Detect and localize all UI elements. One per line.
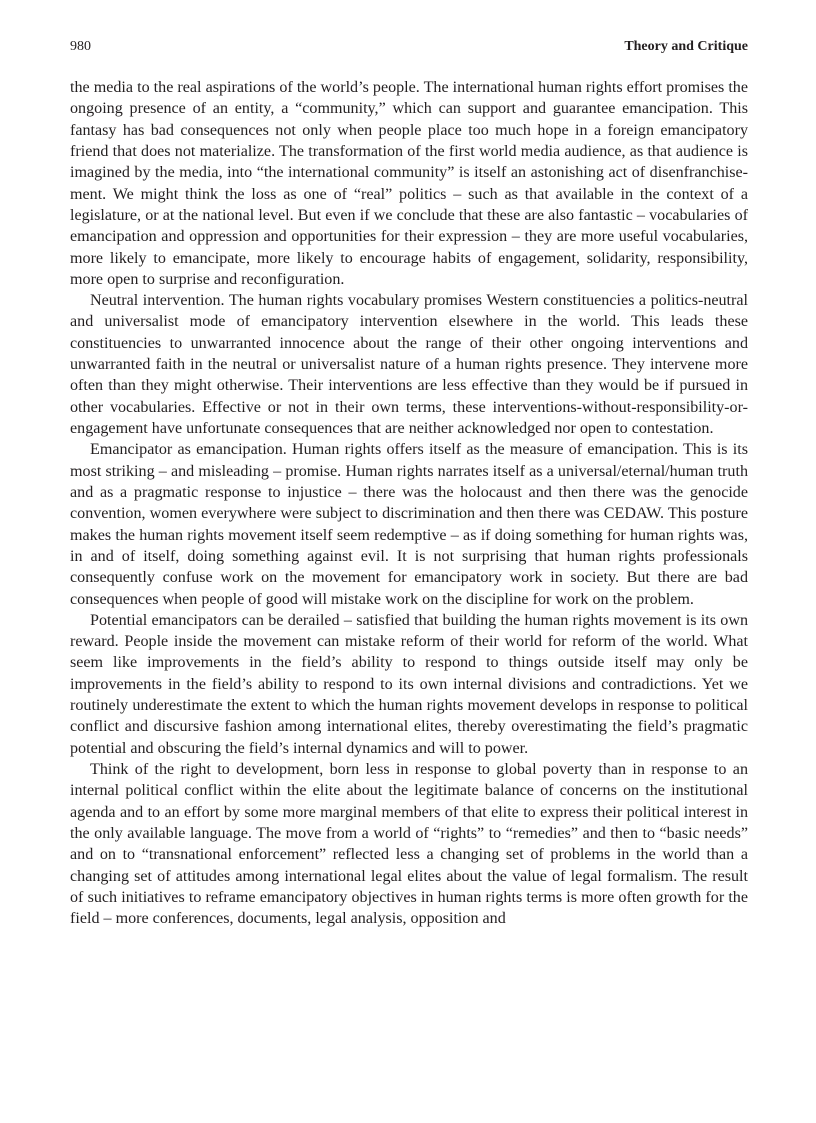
running-title: Theory and Critique (624, 39, 748, 54)
paragraph-media-audience: the media to the real aspirations of the world’s people. The international human rights effort promises the ongoing presence of an entity, a “community,” which can support and guarantee emancipation. This fantasy has bad consequences not only when people place too much hope in a foreign emancipatory friend that does not materialize. The transformation of the first world media audience, as that audience is imagined by the media, into “the international community” is itself an astonishing act of disenfranchisement. We might think the loss as one of “real” politics – such as that available in the context of a legislature, or at the national level. But even if we conclude that these are also fantastic – vocabularies of emancipation and oppression and opportunities for their expression – they are more useful vocabularies, more likely to emancipate, more likely to encourage habits of engagement, solidarity, responsibility, more open to surprise and reconfiguration. (70, 79, 748, 288)
page-number: 980 (70, 39, 91, 54)
document-page (70, 36, 748, 930)
body-text (70, 77, 748, 930)
paragraph-neutral-intervention: Neutral intervention. The human rights vocabulary promises Western constituencies a politics-neutral and universalist mode of emancipatory intervention elsewhere in the world. This leads these constituencies to unwarranted innocence about the range of their other ongoing interventions and unwarranted faith in the neutral or universalist nature of a human rights presence. They intervene more often than they might otherwise. Their interventions are less effective than they would be if pursued in other vocabularies. Effective or not in their own terms, these interventions-without-responsibility-or-engagement have unfortunate consequences that are neither acknowledged nor open to contestation. (70, 292, 748, 437)
paragraph-emancipator-as-emancipation: Emancipator as emancipation. Human rights offers itself as the measure of emancipation. This is its most striking – and misleading – promise. Human rights narrates itself as a universal/eternal/human truth and as a pragmatic response to injustice – there was the holocaust and then there was the genocide convention, women everywhere were subject to discrimination and then there was CEDAW. This posture makes the human rights movement itself seem redemptive – as if doing something for human rights was, in and of itself, doing something against evil. It is not surprising that human rights professionals consequently confuse work on the movement for emancipatory work in society. But there are bad consequences when people of good will mistake work on the discipline for work on the problem. (70, 441, 748, 608)
paragraph-right-to-development: Think of the right to development, born less in response to global poverty than in response to an internal political conflict within the elite about the legitimate balance of concerns on the institutional agenda and to an effort by some more marginal members of that elite to express their political interest in the only available language. The move from a world of “rights” to “remedies” and then to “basic needs” and on to “transnational enforcement” reflected less a changing set of problems in the world than a changing set of attitudes among international legal elites about the value of legal formalism. The result of such initiatives to reframe emancipatory objectives in human rights terms is more often growth for the field – more conferences, documents, legal analysis, opposition and (70, 761, 748, 928)
paragraph-potential-emancipators: Potential emancipators can be derailed – satisfied that building the human rights movement is its own reward. People inside the movement can mistake reform of their world for reform of the world. What seem like improvements in the field’s ability to respond to things outside itself may only be improvements in the field’s ability to respond to its own internal divisions and contradictions. Yet we routinely underestimate the extent to which the human rights movement develops in response to political conflict and discursive fashion among international elites, thereby overestimating the field’s pragmatic potential and obscuring the field’s internal dynamics and will to power. (70, 611, 748, 757)
running-header (70, 36, 748, 58)
